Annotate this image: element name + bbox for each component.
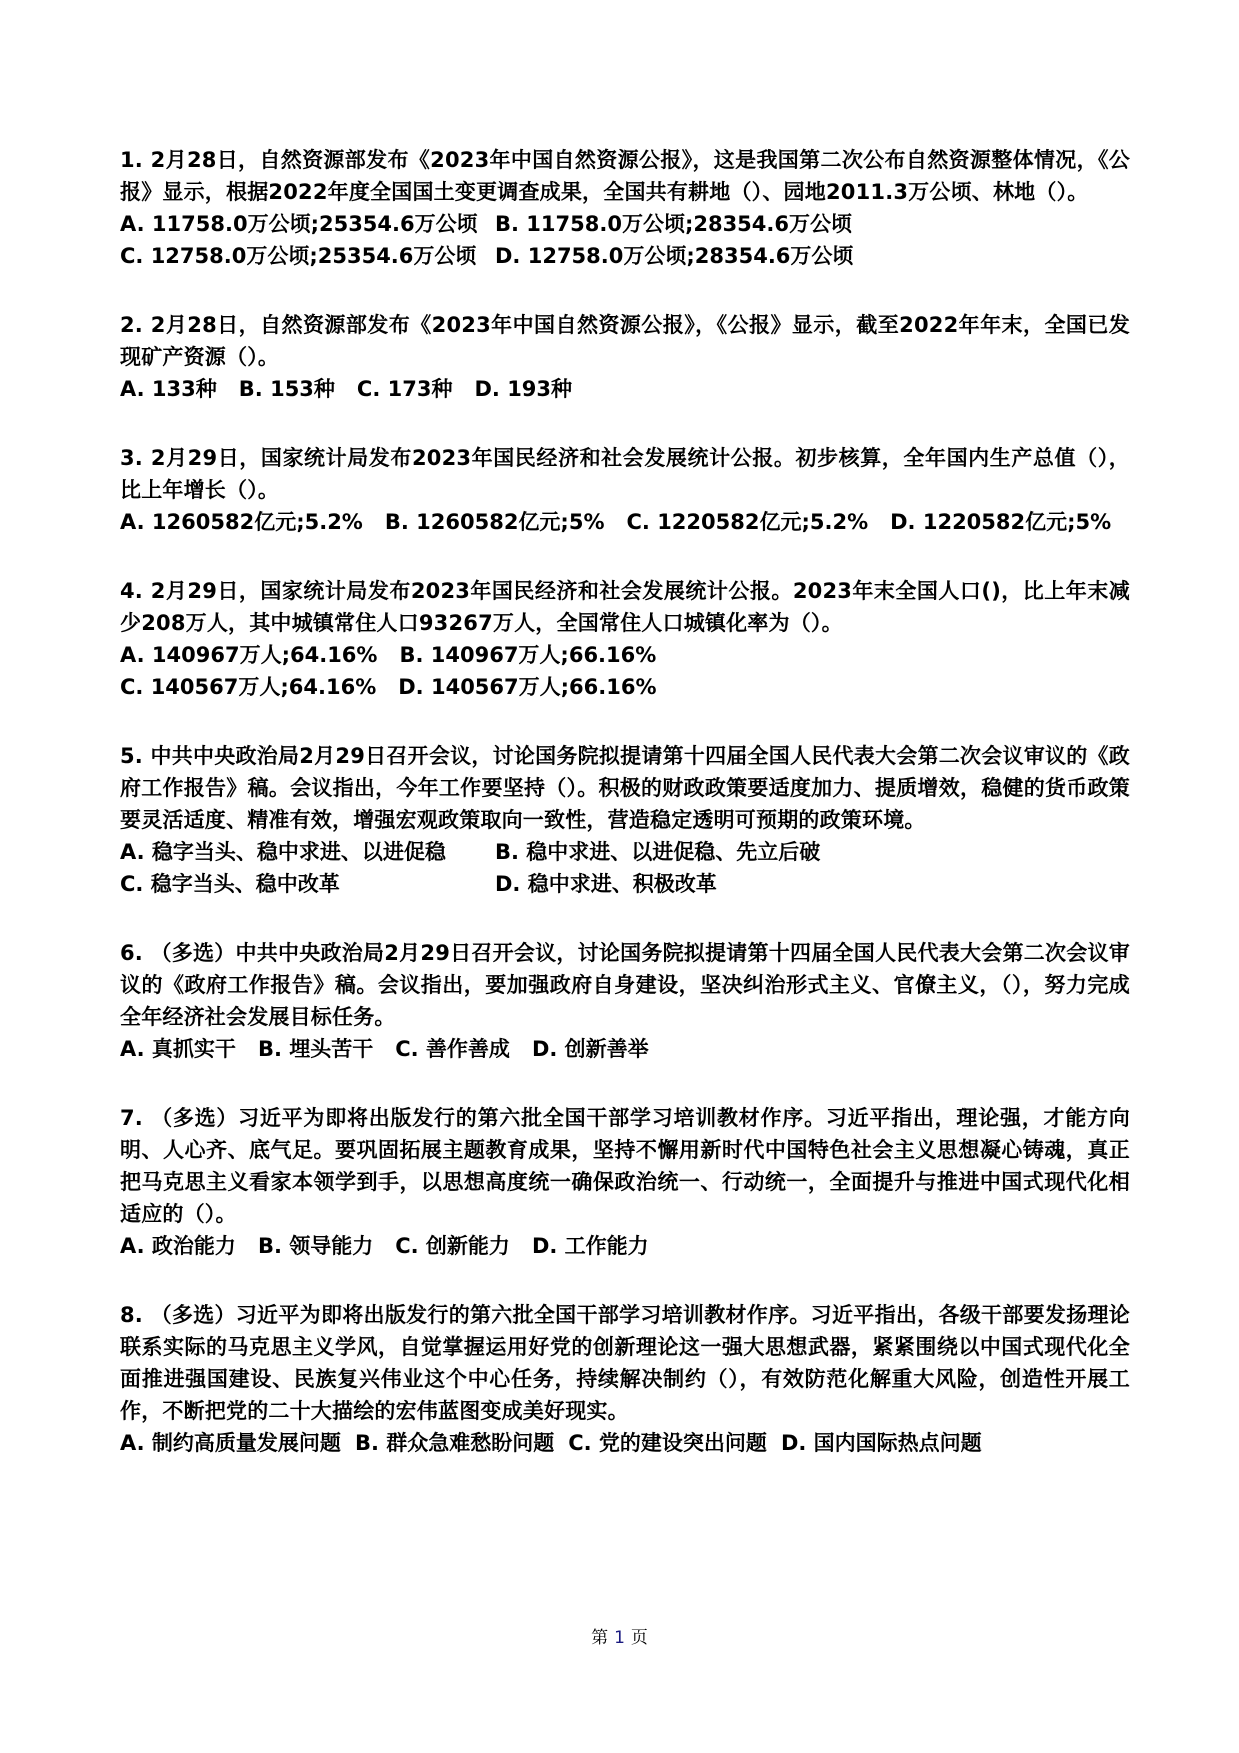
option-row [120, 836, 1130, 868]
option-c: C. 稳字当头、稳中改革 [120, 872, 340, 896]
option-c: C. 140567万人;64.16% [120, 675, 377, 699]
option-a: A. 制约高质量发展问题 [120, 1431, 341, 1455]
question-stem: 8. （多选）习近平为即将出版发行的第六批全国干部学习培训教材作序。习近平指出，各级干部要发扬理论联系实际的马克思主义学风，自觉掌握运用好党的创新理论这一强大思想武器，紧紧围绕以中国式现代化全面推进强国建设、民族复兴伟业这个中心任务，持续解决制约（），有效防范化解重大风险，创造性开展工作，不断把党的二十大描绘的宏伟蓝图变成美好现实。 [120, 1303, 1130, 1423]
option-d: D. 140567万人;66.16% [398, 675, 657, 699]
option-b: B. 11758.0万公顷;28354.6万公顷 [495, 212, 852, 236]
question-stem: 3. 2月29日，国家统计局发布2023年国民经济和社会发展统计公报。初步核算，全年国内生产总值（），比上年增长（）。 [120, 446, 1130, 502]
options [120, 639, 1130, 703]
option-row [120, 1033, 1130, 1065]
options [120, 1033, 1130, 1065]
options [120, 373, 1130, 405]
option-d: D. 稳中求进、积极改革 [495, 872, 717, 896]
option-b: B. 稳中求进、以进促稳、先立后破 [495, 840, 821, 864]
option-a: A. 1260582亿元;5.2% [120, 510, 363, 534]
option-c: C. 创新能力 [395, 1234, 510, 1258]
option-a: A. 11758.0万公顷;25354.6万公顷 [120, 212, 478, 236]
option-c: C. 党的建设突出问题 [568, 1431, 767, 1455]
question-stem: 1. 2月28日，自然资源部发布《2023年中国自然资源公报》，这是我国第二次公布自然资源整体情况，《公报》显示，根据2022年度全国国土变更调查成果，全国共有耕地（）、园地2011.3万公顷、林地（）。 [120, 148, 1130, 204]
option-c: C. 12758.0万公顷;25354.6万公顷 [120, 244, 477, 268]
option-a: A. 133种 [120, 377, 217, 401]
page-number: 1 [614, 1628, 625, 1648]
option-row [120, 373, 1130, 405]
options [120, 1230, 1130, 1262]
option-b: B. 153种 [238, 377, 335, 401]
option-row [120, 240, 1130, 272]
page-label-prefix: 第 [591, 1628, 609, 1648]
question-stem: 7. （多选）习近平为即将出版发行的第六批全国干部学习培训教材作序。习近平指出，理论强，才能方向明、人心齐、底气足。要巩固拓展主题教育成果，坚持不懈用新时代中国特色社会主义思想凝心铸魂，真正把马克思主义看家本领学到手，以思想高度统一确保政治统一、行动统一，全面提升与推进中国式现代化相适应的（）。 [120, 1106, 1130, 1226]
option-a: A. 政治能力 [120, 1234, 236, 1258]
option-d: D. 193种 [474, 377, 573, 401]
option-a: A. 稳字当头、稳中求进、以进促稳 [120, 840, 446, 864]
question-1 [120, 144, 1130, 272]
option-b: B. 群众急难愁盼问题 [354, 1431, 555, 1455]
page-label-suffix: 页 [630, 1628, 648, 1648]
option-d: D. 工作能力 [531, 1234, 649, 1258]
options [120, 208, 1130, 272]
question-8 [120, 1299, 1130, 1459]
question-3 [120, 442, 1130, 538]
options [120, 836, 1130, 900]
option-row [120, 868, 1130, 900]
option-d: D. 国内国际热点问题 [780, 1431, 982, 1455]
question-7 [120, 1102, 1130, 1262]
options [120, 506, 1130, 538]
option-a: A. 真抓实干 [120, 1037, 236, 1061]
option-a: A. 140967万人;64.16% [120, 643, 378, 667]
option-row [120, 208, 1130, 240]
option-row [120, 1427, 1130, 1459]
option-d: D. 1220582亿元;5% [890, 510, 1112, 534]
question-stem: 4. 2月29日，国家统计局发布2023年国民经济和社会发展统计公报。2023年末全国人口()，比上年末减少208万人，其中城镇常住人口93267万人，全国常住人口城镇化率为（）。 [120, 579, 1130, 635]
option-d: D. 创新善举 [531, 1037, 649, 1061]
option-d: D. 12758.0万公顷;28354.6万公顷 [495, 244, 854, 268]
options [120, 1427, 1130, 1459]
option-b: B. 领导能力 [257, 1234, 374, 1258]
question-stem: 6. （多选）中共中央政治局2月29日召开会议，讨论国务院拟提请第十四届全国人民代表大会第二次会议审议的《政府工作报告》稿。会议指出，要加强政府自身建设，坚决纠治形式主义、官僚主义，（），努力完成全年经济社会发展目标任务。 [120, 941, 1130, 1029]
option-c: C. 173种 [356, 377, 453, 401]
option-c: C. 1220582亿元;5.2% [626, 510, 869, 534]
option-b: B. 140967万人;66.16% [399, 643, 657, 667]
page-footer [0, 1626, 1239, 1650]
question-5 [120, 740, 1130, 900]
question-stem: 2. 2月28日，自然资源部发布《2023年中国自然资源公报》，《公报》显示，截至2022年年末，全国已发现矿产资源（）。 [120, 313, 1130, 369]
option-row [120, 671, 1130, 703]
question-stem: 5. 中共中央政治局2月29日召开会议，讨论国务院拟提请第十四届全国人民代表大会第二次会议审议的《政府工作报告》稿。会议指出，今年工作要坚持（）。积极的财政政策要适度加力、提质增效，稳健的货币政策要灵活适度、精准有效，增强宏观政策取向一致性，营造稳定透明可预期的政策环境。 [120, 744, 1130, 832]
option-row [120, 506, 1130, 538]
question-6 [120, 937, 1130, 1065]
option-b: B. 埋头苦干 [257, 1037, 374, 1061]
question-2 [120, 309, 1130, 405]
question-4 [120, 575, 1130, 703]
option-row [120, 639, 1130, 671]
document-page [120, 144, 1130, 1496]
option-c: C. 善作善成 [395, 1037, 510, 1061]
option-b: B. 1260582亿元;5% [384, 510, 605, 534]
option-row [120, 1230, 1130, 1262]
